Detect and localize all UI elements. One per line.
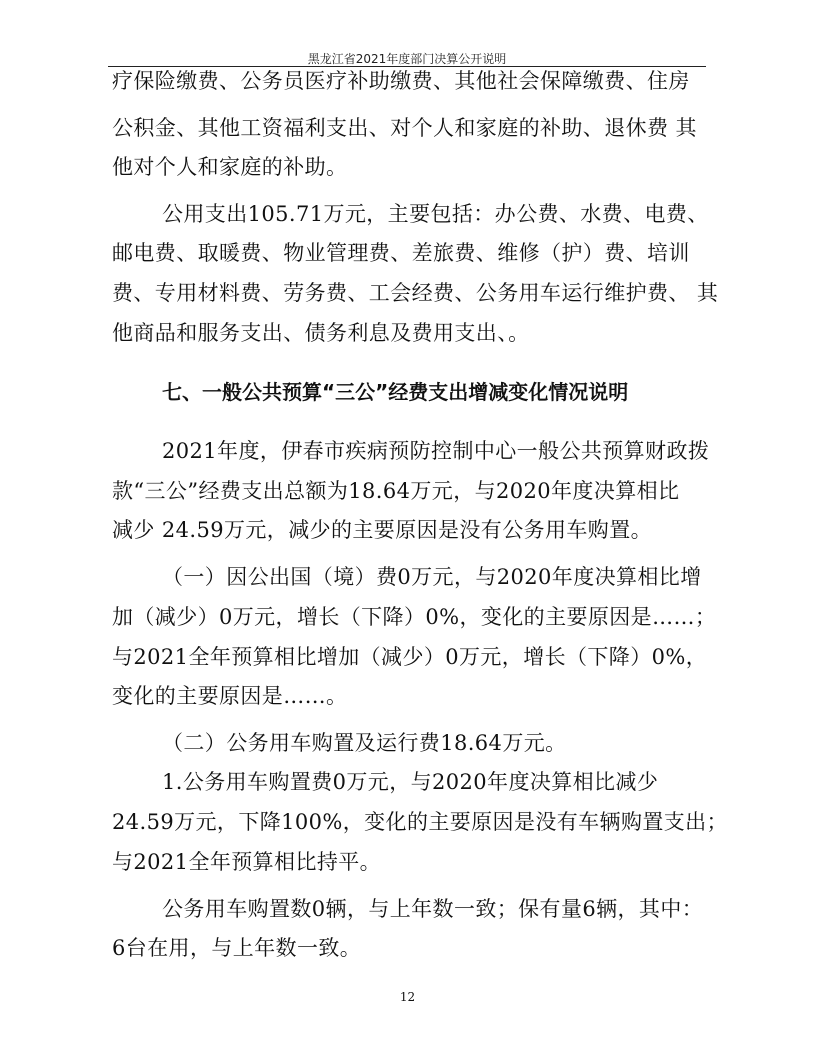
body-line: （二）公务用车购置及运行费18.64万元。 — [162, 731, 567, 755]
body-line: 款“三公”经费支出总额为18.64万元，与2020年度决算相比 — [112, 479, 680, 503]
section-heading: 七、一般公共预算“三公”经费支出增减变化情况说明 — [162, 380, 629, 404]
body-line: 2021年度，伊春市疾病预防控制中心一般公共预算财政拨 — [162, 439, 710, 463]
body-line: 邮电费、取暖费、物业管理费、差旅费、维修（护）费、培训 — [112, 241, 690, 265]
page-number: 12 — [399, 990, 416, 1004]
header-rule — [108, 66, 706, 67]
body-line: （一）因公出国（境）费0万元，与2020年度决算相比增 — [162, 565, 702, 589]
body-line: 与2021全年预算相比持平。 — [112, 850, 382, 874]
body-line: 与2021全年预算相比增加（减少）0万元，增长（下降）0%， — [112, 645, 708, 669]
body-line: 6台在用，与上年数一致。 — [112, 936, 362, 960]
body-line: 公积金、其他工资福利支出、对个人和家庭的补助、退休费 其 — [112, 116, 697, 140]
body-line: 减少 24.59万元，减少的主要原因是没有公务用车购置。 — [112, 518, 652, 542]
body-line: 1.公务用车购置费0万元，与2020年度决算相比减少 — [162, 770, 659, 794]
body-line: 公务用车购置数0辆，与上年数一致；保有量6辆，其中： — [162, 897, 704, 921]
body-line: 费、专用材料费、劳务费、工会经费、公务用车运行维护费、 其 — [112, 281, 719, 305]
body-line: 他对个人和家庭的补助。 — [112, 155, 348, 179]
body-line: 公用支出105.71万元，主要包括：办公费、水费、电费、 — [162, 202, 709, 226]
body-line: 加（减少）0万元，增长（下降）0%，变化的主要原因是……； — [112, 605, 717, 629]
body-line: 他商品和服务支出、债务利息及费用支出、。 — [112, 321, 530, 345]
body-line: 变化的主要原因是……。 — [112, 684, 348, 708]
body-line: 24.59万元，下降100%，变化的主要原因是没有车辆购置支出； — [112, 810, 728, 834]
body-line: 疗保险缴费、公务员医疗补助缴费、其他社会保障缴费、住房 — [112, 69, 690, 93]
running-header: 黑龙江省2021年度部门决算公开说明 — [307, 52, 507, 66]
